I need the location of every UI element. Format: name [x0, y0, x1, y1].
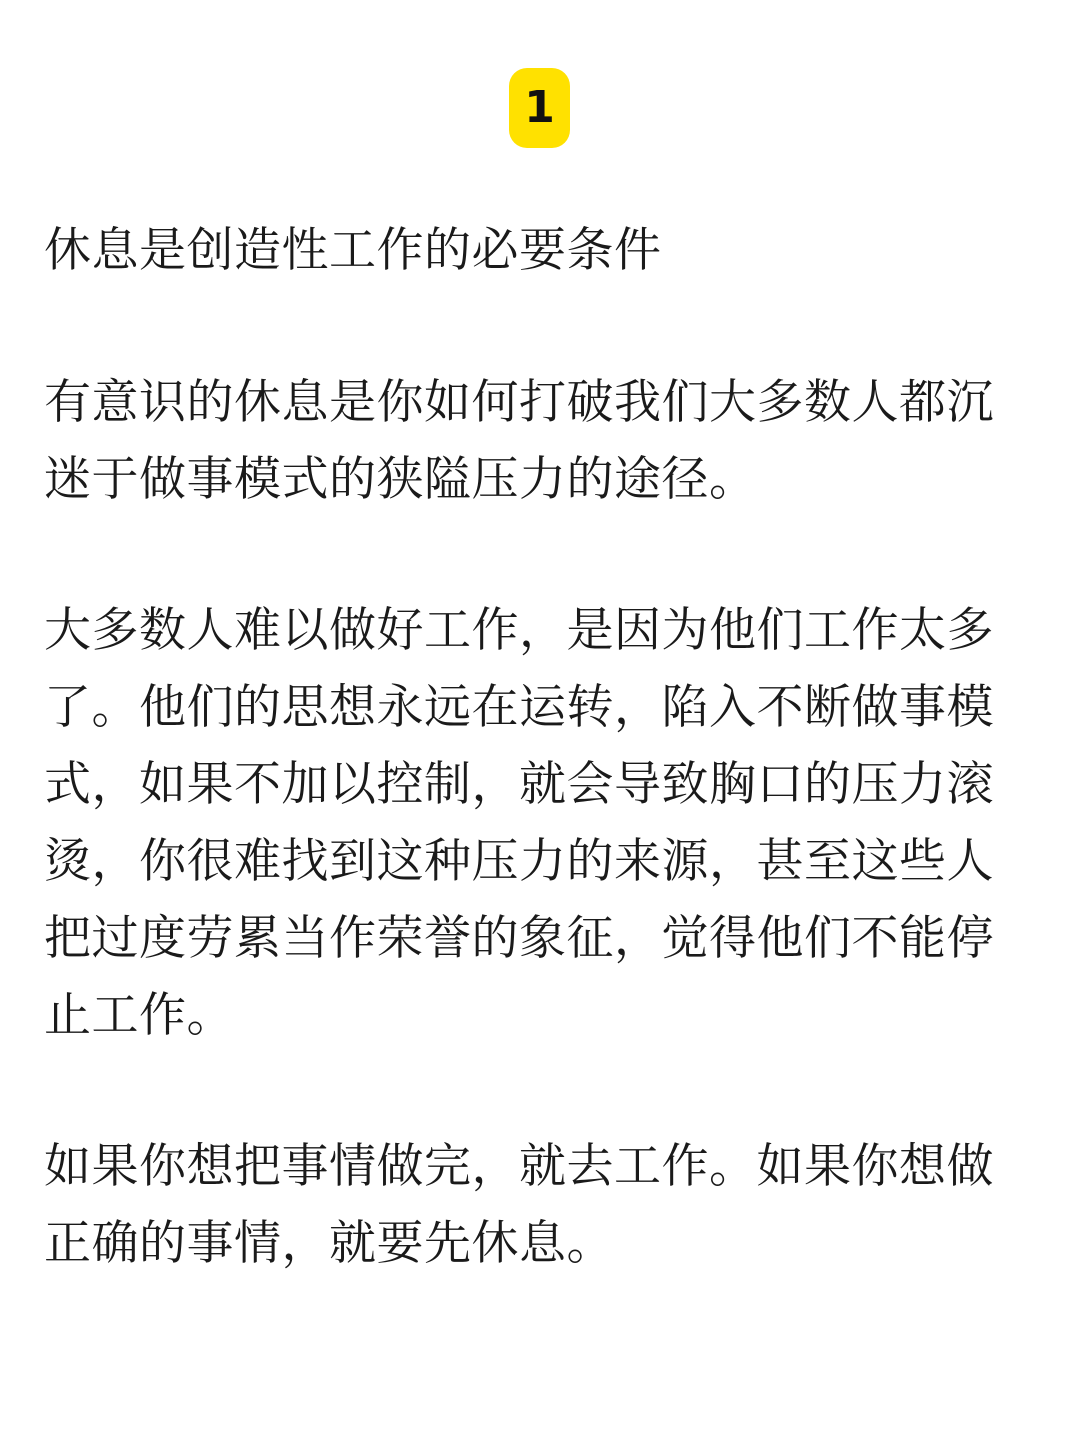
- paragraph-3: 如果你想把事情做完，就去工作。如果你想做正确的事情，就要先休息。: [44, 1139, 994, 1271]
- page-number-badge: 1: [509, 68, 570, 148]
- paragraph-2: 大多数人难以做好工作，是因为他们工作太多了。他们的思想永远在运转，陷入不断做事模式，如果不加以控制，就会导致胸口的压力滚烫，你很难找到这种压力的来源，甚至这些人把过度劳累当作荣誉的象征，觉得他们不能停止工作。: [44, 603, 994, 1043]
- paragraph-1: 有意识的休息是你如何打破我们大多数人都沉迷于做事模式的狭隘压力的途径。: [44, 375, 994, 507]
- article-body: [44, 212, 1039, 1282]
- article-title: 休息是创造性工作的必要条件: [44, 223, 662, 278]
